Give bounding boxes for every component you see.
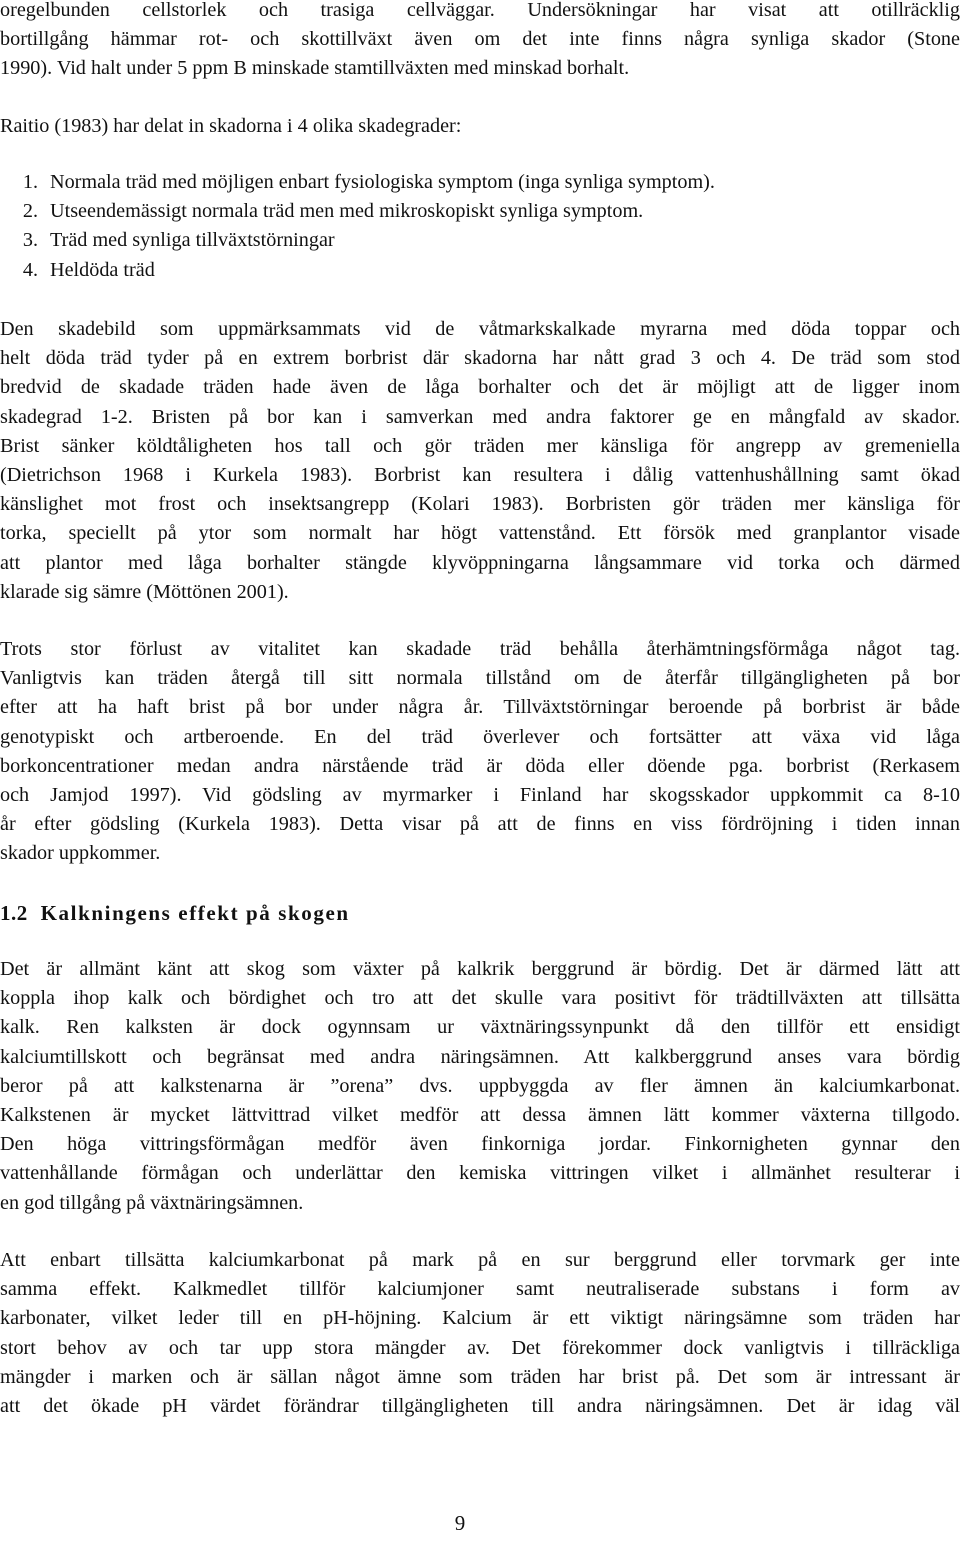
- section-title: Kalkningens effekt på skogen: [40, 901, 350, 925]
- text-line: bortillgång hämmar rot- och skottillväxt även om det inte finns några synliga skador (Stone: [0, 28, 960, 51]
- text-line: år efter gödsling (Kurkela 1983). Detta visar på att de finns en viss fördröjning i tiden innan: [0, 813, 960, 836]
- text-line: koppla ihop kalk och bördighet och tro att det skulle vara positivt för trädtillväxten att tillsätta: [0, 987, 960, 1010]
- text-line: skador uppkommer.: [0, 842, 161, 865]
- text-line: att plantor med låga borhalter stängde klyvöppningarna långsammare vid torka och därmed: [0, 551, 960, 574]
- text-line: vattenhållande förmågan och underlättar den kemiska vittringen vilket i allmänhet resulterar i: [0, 1162, 960, 1185]
- text-line: bredvid de skadade träden hade även de låga borhalter och det är möjligt att de ligger inom: [0, 376, 960, 399]
- text-line: skadegrad 1-2. Bristen på bor kan i samverkan med andra faktorer ge en mångfald av skador.: [0, 405, 960, 428]
- list-item-number: 1.: [22, 171, 38, 193]
- list-item-text: Utseendemässigt normala träd men med mikroskopiskt synliga symptom.: [50, 200, 644, 223]
- text-line: stort behov av och tar upp stora mängder av. Det förekommer dock vanligtvis i tillräckliga: [0, 1336, 960, 1359]
- text-line: en god tillgång på växtnäringsämnen.: [0, 1191, 304, 1214]
- paragraph-intro: [0, 0, 960, 84]
- damage-grade-list: [0, 168, 715, 285]
- text-line: (Dietrichson 1968 i Kurkela 1983). Borbrist kan resultera i dålig vattenhushållning samt ökad: [0, 464, 960, 487]
- text-line: kalciumtillskott och begränsat med andra näringsämnen. Att kalkberggrund anses vara bördig: [0, 1045, 960, 1068]
- page-number: 9: [454, 1511, 466, 1535]
- text-line: samma effekt. Kalkmedlet tillför kalciumjoner samt neutraliserade substans i form av: [0, 1278, 960, 1301]
- paragraph-damage-intro: [0, 112, 960, 141]
- paragraph-damage-pattern: [0, 315, 960, 607]
- list-item-number: 3.: [22, 229, 38, 252]
- text-line: klarade sig sämre (Möttönen 2001).: [0, 580, 289, 603]
- text-line: borkoncentrationer medan andra närstående träd är döda eller döende pga. borbrist (Rerkasem: [0, 754, 960, 777]
- text-line: torka, speciellt på ytor som normalt har högt vattenstånd. Ett försök med granplantor visade: [0, 522, 960, 545]
- paragraph-limestone: [0, 955, 960, 1218]
- list-item-number: 4.: [22, 258, 38, 281]
- list-item: [0, 226, 715, 255]
- text-line: Vanligtvis kan träden återgå till sitt normala tillstånd om de återfår tillgängligheten på bor: [0, 667, 960, 690]
- paragraph-recovery: [0, 635, 960, 869]
- list-item: [0, 256, 715, 285]
- list-item: [0, 168, 715, 197]
- text-line: mängder i marken och är sällan något ämne som träden har brist på. Det som är intressant är: [0, 1365, 960, 1388]
- section-number: 1.2: [0, 901, 28, 925]
- text-line: Att enbart tillsätta kalciumkarbonat på mark på en sur berggrund eller torvmark ger inte: [0, 1249, 960, 1271]
- text-line: beror på att kalkstenarna är ”orena” dvs. uppbyggda av fler ämnen än kalciumkarbonat.: [0, 1074, 960, 1097]
- text-line: karbonater, vilket leder till en pH-höjning. Kalcium är ett viktigt näringsämne som träden har: [0, 1307, 960, 1330]
- paragraph-calcium-carbonate: [0, 1246, 960, 1421]
- text-line: Det är allmänt känt att skog som växter på kalkrik berggrund är bördig. Det är därmed lätt att: [0, 958, 960, 980]
- text-line: genotypiskt och artberoende. En del träd överlever och fortsätter att växa vid låga: [0, 725, 960, 748]
- text-line: Den skadebild som uppmärksammats vid de våtmarkskalkade myrarna med döda toppar och: [0, 318, 960, 340]
- text-line: Trots stor förlust av vitalitet kan skadade träd behålla återhämtningsförmåga något tag.: [0, 638, 960, 660]
- text-line: kalk. Ren kalksten är dock ogynnsam ur växtnäringssynpunkt då den tillför ett ensidigt: [0, 1016, 960, 1039]
- text-line: oregelbunden cellstorlek och trasiga cellväggar. Undersökningar har visat att otillräcklig: [0, 0, 960, 21]
- text-line: Den höga vittringsförmågan medför även finkorniga jordar. Finkornigheten gynnar den: [0, 1133, 960, 1156]
- section-heading: [0, 898, 350, 928]
- text-line: Brist sänker köldtåligheten hos tall och gör träden mer känsliga för angrepp av gremeniella: [0, 434, 960, 457]
- text-line: att det ökade pH värdet förändrar tillgängligheten till andra näringsämnen. Det är idag väl: [0, 1395, 960, 1418]
- text-line: helt döda träd tyder på en extrem borbrist där skadorna har nått grad 3 och 4. De träd som stod: [0, 347, 960, 370]
- list-item-number: 2.: [22, 200, 38, 223]
- list-item-text: Heldöda träd: [50, 258, 155, 281]
- text-line: 1990). Vid halt under 5 ppm B minskade stamtillväxten med minskad borhalt.: [0, 57, 630, 80]
- text-line: Kalkstenen är mycket lättvittrad vilket medför att dessa ämnen lätt kommer växterna tillgodo.: [0, 1104, 960, 1127]
- text-line: Raitio (1983) har delat in skadorna i 4 olika skadegrader:: [0, 115, 462, 137]
- text-line: känslighet mot frost och insektsangrepp (Kolari 1983). Borbristen gör träden mer känsliga för: [0, 493, 960, 516]
- list-item-text: Normala träd med möjligen enbart fysiologiska symptom (inga synliga symptom).: [50, 171, 715, 193]
- text-line: efter att ha haft brist på bor under några år. Tillväxtstörningar beroende på borbrist är både: [0, 696, 960, 719]
- list-item-text: Träd med synliga tillväxtstörningar: [50, 229, 335, 252]
- text-line: och Jamjod 1997). Vid gödsling av myrmarker i Finland har skogsskador uppkommit ca 8-10: [0, 784, 960, 807]
- list-item: [0, 197, 715, 226]
